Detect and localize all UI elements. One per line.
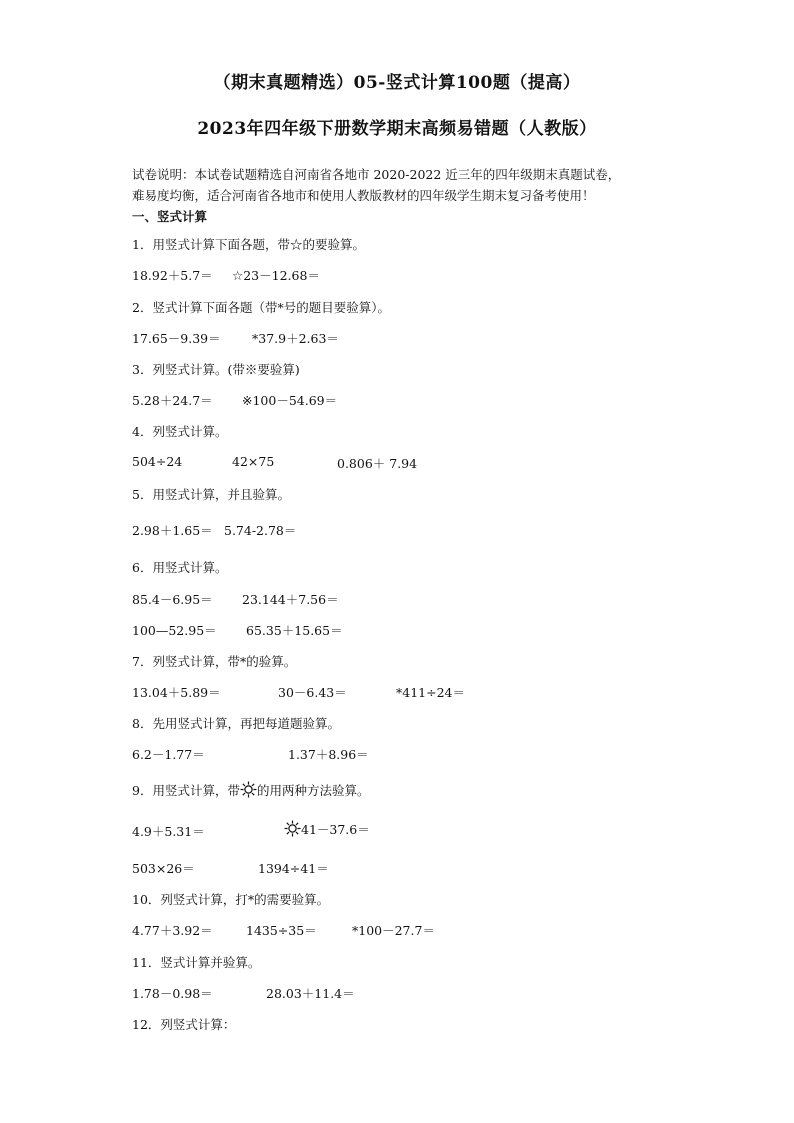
expression: 504÷24 — [132, 454, 183, 469]
expression: 1435÷35＝ — [246, 923, 317, 938]
intro-text — [132, 164, 672, 227]
doc-title: （期末真题精选）05-竖式计算100题（提高） — [213, 73, 581, 93]
expression: 4.77＋3.92＝ — [132, 923, 213, 938]
expression: 85.4－6.95＝ — [132, 592, 213, 607]
question-stem: 10．列竖式计算，打*的需要验算。 — [132, 892, 330, 907]
question-stem-part: 9．用竖式计算，带 — [132, 783, 240, 798]
section-heading: 一、竖式计算 — [132, 209, 208, 224]
expression: 6.2－1.77＝ — [132, 747, 205, 762]
question-stem — [132, 781, 369, 801]
question-stem: 12．列竖式计算： — [132, 1017, 236, 1032]
question-stem: 4．列竖式计算。 — [132, 424, 228, 439]
doc-subtitle: 2023年四年级下册数学期末高频易错题（人教版） — [197, 119, 597, 139]
expression: 30－6.43＝ — [278, 685, 347, 700]
expression: ☆23－12.68＝ — [232, 268, 320, 283]
expression: *100－27.7＝ — [352, 923, 435, 938]
expression: 1394÷41＝ — [258, 861, 329, 876]
question-stem: 7．列竖式计算，带*的验算。 — [132, 654, 297, 669]
expression: 28.03＋11.4＝ — [266, 986, 355, 1001]
question-stem: 1．用竖式计算下面各题，带☆的要验算。 — [132, 237, 365, 252]
expression — [284, 820, 370, 840]
expression: 5.74-2.78＝ — [224, 523, 297, 538]
expression: 4.9＋5.31＝ — [132, 824, 205, 839]
intro-line: 试卷说明：本试卷试题精选自河南省各地市 2020-2022 近三年的四年级期末真题试卷， — [132, 167, 621, 182]
question-stem-part: 的用两种方法验算。 — [256, 783, 370, 798]
question-stem: 11．竖式计算并验算。 — [132, 955, 261, 970]
sun-icon — [284, 820, 301, 840]
question-stem: 3．列竖式计算。(带※要验算) — [132, 362, 300, 377]
question-stem: 5．用竖式计算，并且验算。 — [132, 487, 290, 502]
expression: ※100－54.69＝ — [242, 393, 338, 408]
expression: *37.9＋2.63＝ — [252, 331, 339, 346]
question-stem: 6．用竖式计算。 — [132, 560, 228, 575]
expression: 23.144＋7.56＝ — [242, 592, 339, 607]
question-stem: 2．竖式计算下面各题（带*号的题目要验算）。 — [132, 300, 390, 315]
question-stem: 8．先用竖式计算，再把每道题验算。 — [132, 716, 340, 731]
expression: 42×75 — [232, 454, 275, 469]
expression: 0.806＋ 7.94 — [337, 456, 418, 471]
sun-icon — [240, 781, 257, 801]
expression: 5.28＋24.7＝ — [132, 393, 213, 408]
expression: 1.78－0.98＝ — [132, 986, 213, 1001]
expression: 13.04＋5.89＝ — [132, 685, 221, 700]
expression: 2.98＋1.65＝ — [132, 523, 213, 538]
expression: 1.37＋8.96＝ — [288, 747, 369, 762]
expression: *411÷24＝ — [396, 685, 465, 700]
expression: 18.92＋5.7＝ — [132, 268, 213, 283]
expression-text: 41－37.6＝ — [301, 822, 370, 837]
expression: 503×26＝ — [132, 861, 195, 876]
intro-line: 难易度均衡，适合河南省各地市和使用人教版教材的四年级学生期末复习备考使用！ — [132, 188, 595, 203]
expression: 65.35＋15.65＝ — [246, 623, 343, 638]
expression: 17.65－9.39＝ — [132, 331, 221, 346]
expression: 100—52.95＝ — [132, 623, 217, 638]
